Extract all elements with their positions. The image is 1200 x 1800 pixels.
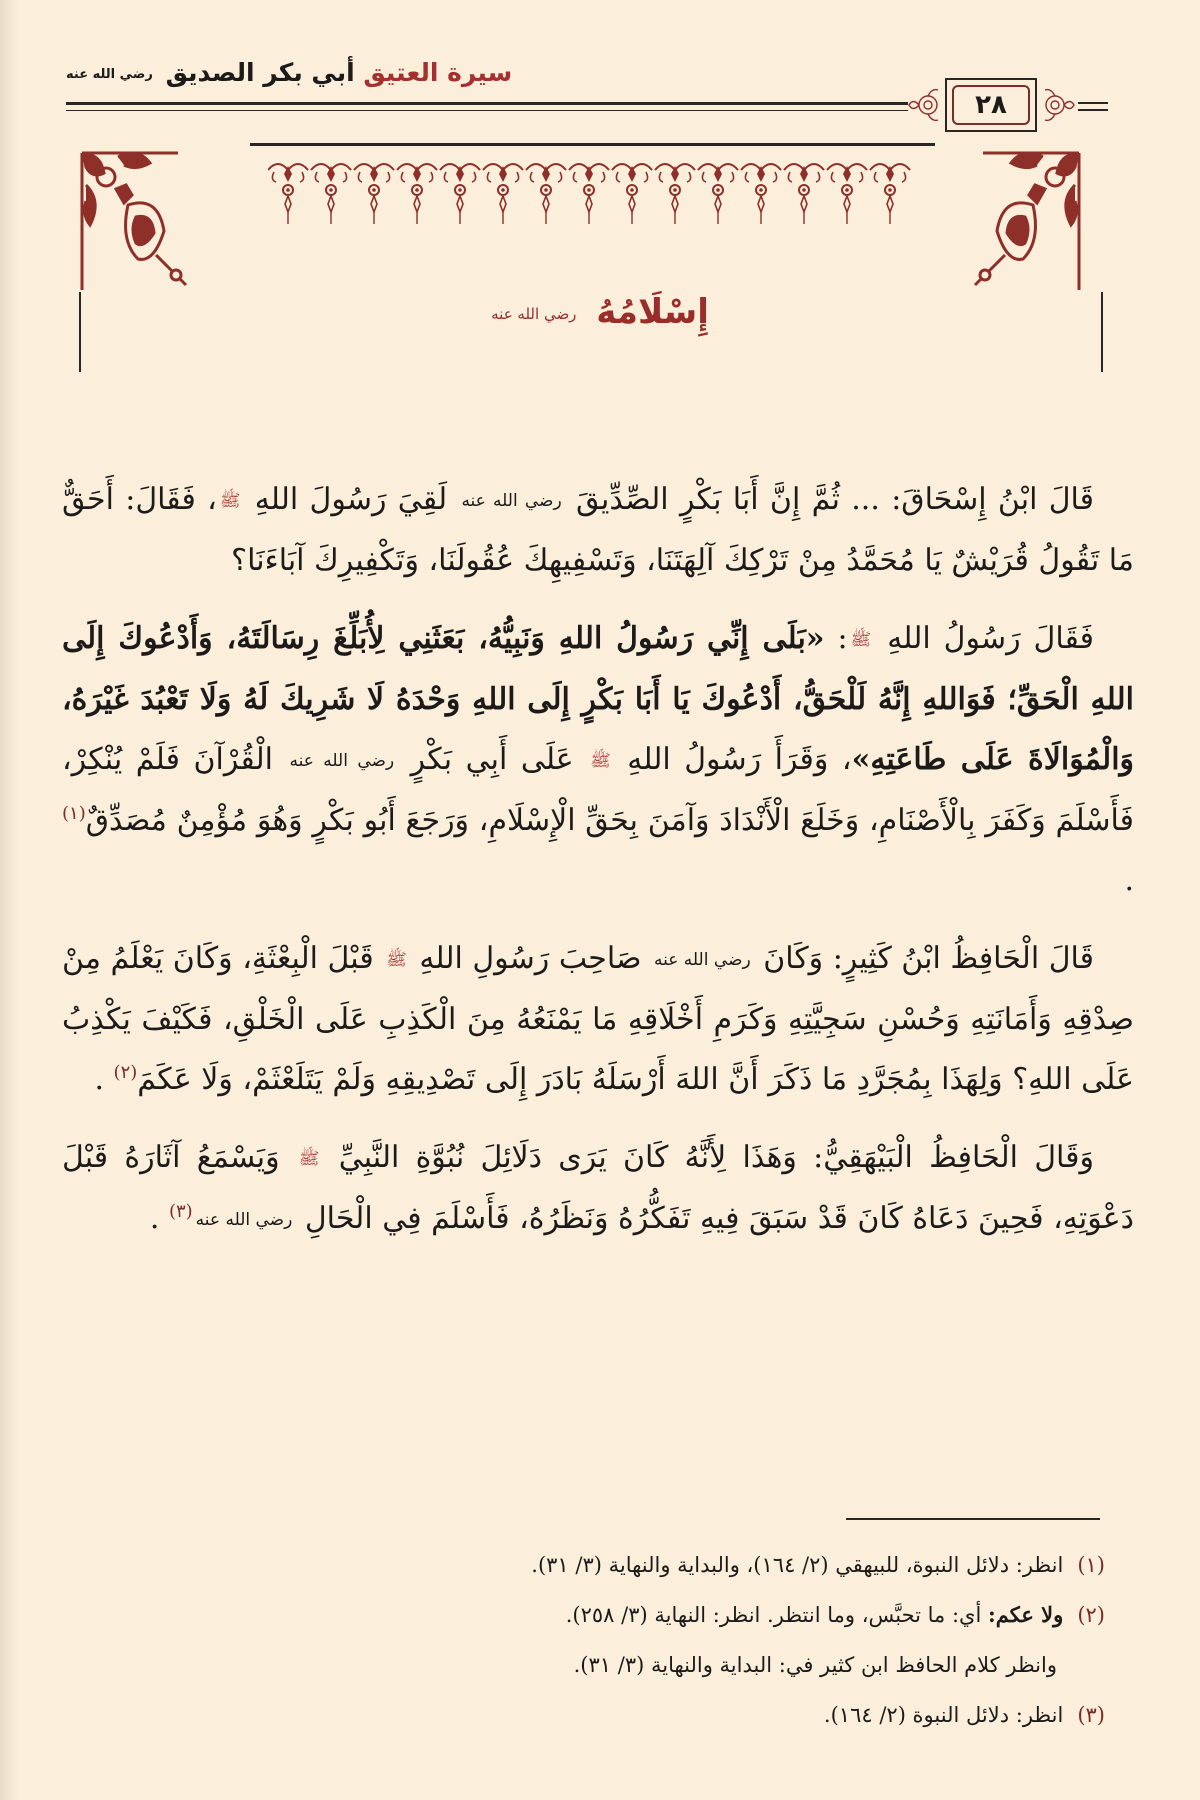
paragraph-bayhaqi (62, 1128, 1134, 1250)
footnote-text: انظر: دلائل النبوة (٢/ ١٦٤). (823, 1703, 1064, 1727)
prophet-honorific-icon: ﷺ (590, 751, 611, 771)
text-run: . (94, 1062, 114, 1097)
footnote-term: ولا عكم: (988, 1602, 1064, 1627)
text-run: لَقِيَ رَسُولَ اللهِ (254, 482, 448, 517)
text-run: قَالَ ابْنُ إِسْحَاقَ: ... ثُمَّ إِنَّ أَبَا بَكْرٍ الصِّدِّيقَ (576, 482, 1095, 517)
text-run: الْقُرْآنَ فَلَمْ يُنْكِرْ، فَأَسْلَمَ وَكَفَرَ بِالْأَصْنَامِ، وَخَلَعَ الْأَنْدَادَ وَآمَنَ بِحَقِّ الْإِسْلَامِ، وَرَجَعَ أَبُو بَكْرٍ وَهُوَ مُؤْمِنٌ مُصَدِّقٌ (62, 742, 1134, 838)
footnote-number: (٣) (1077, 1703, 1105, 1727)
floral-ornament-icon (1041, 84, 1075, 126)
footnote-ref-2[interactable]: (٢) (113, 1062, 138, 1083)
footnote-number: (١) (1077, 1553, 1105, 1577)
text-run: . (149, 1201, 169, 1236)
footnote-ref-3[interactable]: (٣) (168, 1201, 193, 1222)
text-run: ، وَقَرَأَ رَسُولُ اللهِ (627, 742, 852, 777)
footnote-3 (250, 1690, 1105, 1740)
chapter-title-text: إِسْلَامُهُ (596, 292, 709, 332)
corner-ornament-icon (963, 145, 1083, 295)
page-gutter-shadow (0, 0, 18, 1800)
footnote-text: وانظر كلام الحافظ ابن كثير في: البداية والنهاية (٣/ ٣١). (573, 1653, 1057, 1677)
page-number: ٢٨ (975, 90, 1007, 120)
paragraph-ibn-kathir (62, 929, 1134, 1110)
honorific-icon: رضي الله عنه (491, 304, 577, 323)
prophet-honorific-icon: ﷺ (386, 950, 407, 970)
companion-honorific-icon: رضي الله عنه (654, 950, 751, 970)
footnote-2-continuation (250, 1640, 1105, 1690)
footnote-separator (846, 1518, 1100, 1520)
text-run: قَبْلَ الْبِعْثَةِ، وَكَانَ يَعْلَمُ مِنْ صِدْقِهِ وَأَمَانَتِهِ وَحُسْنِ سَجِيَّتِهِ وَكَرَمِ أَخْلَاقِهِ مَا يَمْنَعُهُ مِنَ الْكَذِبِ عَلَى الْخَلْقِ، فَكَيْفَ يَكْذِبُ عَلَى اللهِ؟ وَلِهَذَا بِمُجَرَّدِ مَا ذَكَرَ أَنَّ اللهَ أَرْسَلَهُ بَادَرَ إِلَى تَصْدِيقِهِ وَلَمْ يَتَلَعْثَمْ، وَلَا عَكَمَ (62, 941, 1134, 1097)
body-text (62, 470, 1134, 1268)
book-title (66, 58, 512, 87)
companion-honorific-icon: رضي الله عنه (461, 491, 562, 511)
text-run: : (824, 621, 848, 656)
prophet-honorific-icon: ﷺ (298, 1149, 320, 1169)
footnote-text: أي: ما تحبَّس، وما انتظر. انظر: النهاية (٣/ ٢٥٨). (565, 1603, 989, 1627)
corner-ornament-icon (78, 145, 198, 295)
honorific-icon: رضي الله عنه (66, 66, 153, 82)
text-run: عَلَى أَبِي بَكْرٍ (410, 742, 574, 777)
prophet-honorific-icon: ﷺ (850, 630, 872, 650)
text-run: قَالَ الْحَافِظُ ابْنُ كَثِيرٍ: وَكَانَ (763, 941, 1094, 976)
book-title-accent: سيرة العتيق (363, 58, 513, 87)
text-run: ، فَقَالَ: أَحَقٌّ مَا تَقُولُ قُرَيْشٌ يَا مُحَمَّدُ مِنْ تَرْكِكَ آلِهَتَنَا، وَتَسْفِيهِكَ عُقُولَنَا، وَتَكْفِيرِكَ آبَاءَنَا؟ (62, 482, 1134, 578)
arabesque-frieze-icon (268, 158, 918, 228)
header-double-rule (66, 102, 908, 111)
text-run: وَقَالَ الْحَافِظُ الْبَيْهَقِيُّ: وَهَذَا لِأَنَّهُ كَانَ يَرَى دَلَائِلَ نُبُوَّةِ النَّبِيِّ (338, 1140, 1094, 1175)
companion-honorific-icon: رضي الله عنه (289, 751, 395, 771)
text-run: وَيَسْمَعُ آثَارَهُ قَبْلَ دَعْوَتِهِ، فَحِينَ دَعَاهُ كَانَ قَدْ سَبَقَ فِيهِ تَفَكُّرُهُ وَنَظَرُهُ، فَأَسْلَمَ فِي الْحَالِ (62, 1140, 1134, 1236)
prophet-honorific-icon: ﷺ (219, 491, 241, 511)
header-rule-tail (1078, 102, 1108, 111)
text-run: . (1124, 863, 1134, 898)
chapter-title (0, 292, 1200, 332)
hadith-quote: «بَلَى إِنِّي رَسُولُ اللهِ وَنَبِيُّهُ، بَعَثَنِي لِأُبَلِّغَ رِسَالَتَهُ، وَأَدْعُوكَ إِلَى اللهِ الْحَقِّ؛ فَوَاللهِ إِنَّهُ لَلْحَقُّ، أَدْعُوكَ يَا أَبَا بَكْرٍ إِلَى اللهِ وَحْدَهُ لَا شَرِيكَ لَهُ وَلَا تَعْبُدَ غَيْرَهُ، وَالْمُوَالَاةَ عَلَى طَاعَتِهِ» (62, 621, 1135, 777)
floral-ornament-icon (908, 84, 942, 126)
text-run: صَاحِبَ رَسُولِ اللهِ (419, 941, 642, 976)
paragraph-prophet-reply (62, 609, 1134, 911)
footnote-text: انظر: دلائل النبوة، للبيهقي (٢/ ١٦٤)، والبداية والنهاية (٣/ ٣١). (531, 1553, 1064, 1577)
footnote-ref-1[interactable]: (١) (62, 803, 86, 824)
footnotes (250, 1540, 1105, 1740)
footnote-2 (250, 1590, 1105, 1640)
footnote-number: (٢) (1077, 1603, 1105, 1627)
text-run: فَقَالَ رَسُولُ اللهِ (887, 621, 1094, 656)
running-header (66, 50, 1121, 120)
page-number-box (945, 78, 1037, 132)
footnote-1 (250, 1540, 1105, 1590)
frame-top-rule (250, 143, 935, 146)
companion-honorific-icon: رضي الله عنه (195, 1210, 293, 1230)
book-title-rest: أبي بكر الصديق (165, 58, 355, 87)
paragraph-ibn-ishaq (62, 470, 1134, 591)
